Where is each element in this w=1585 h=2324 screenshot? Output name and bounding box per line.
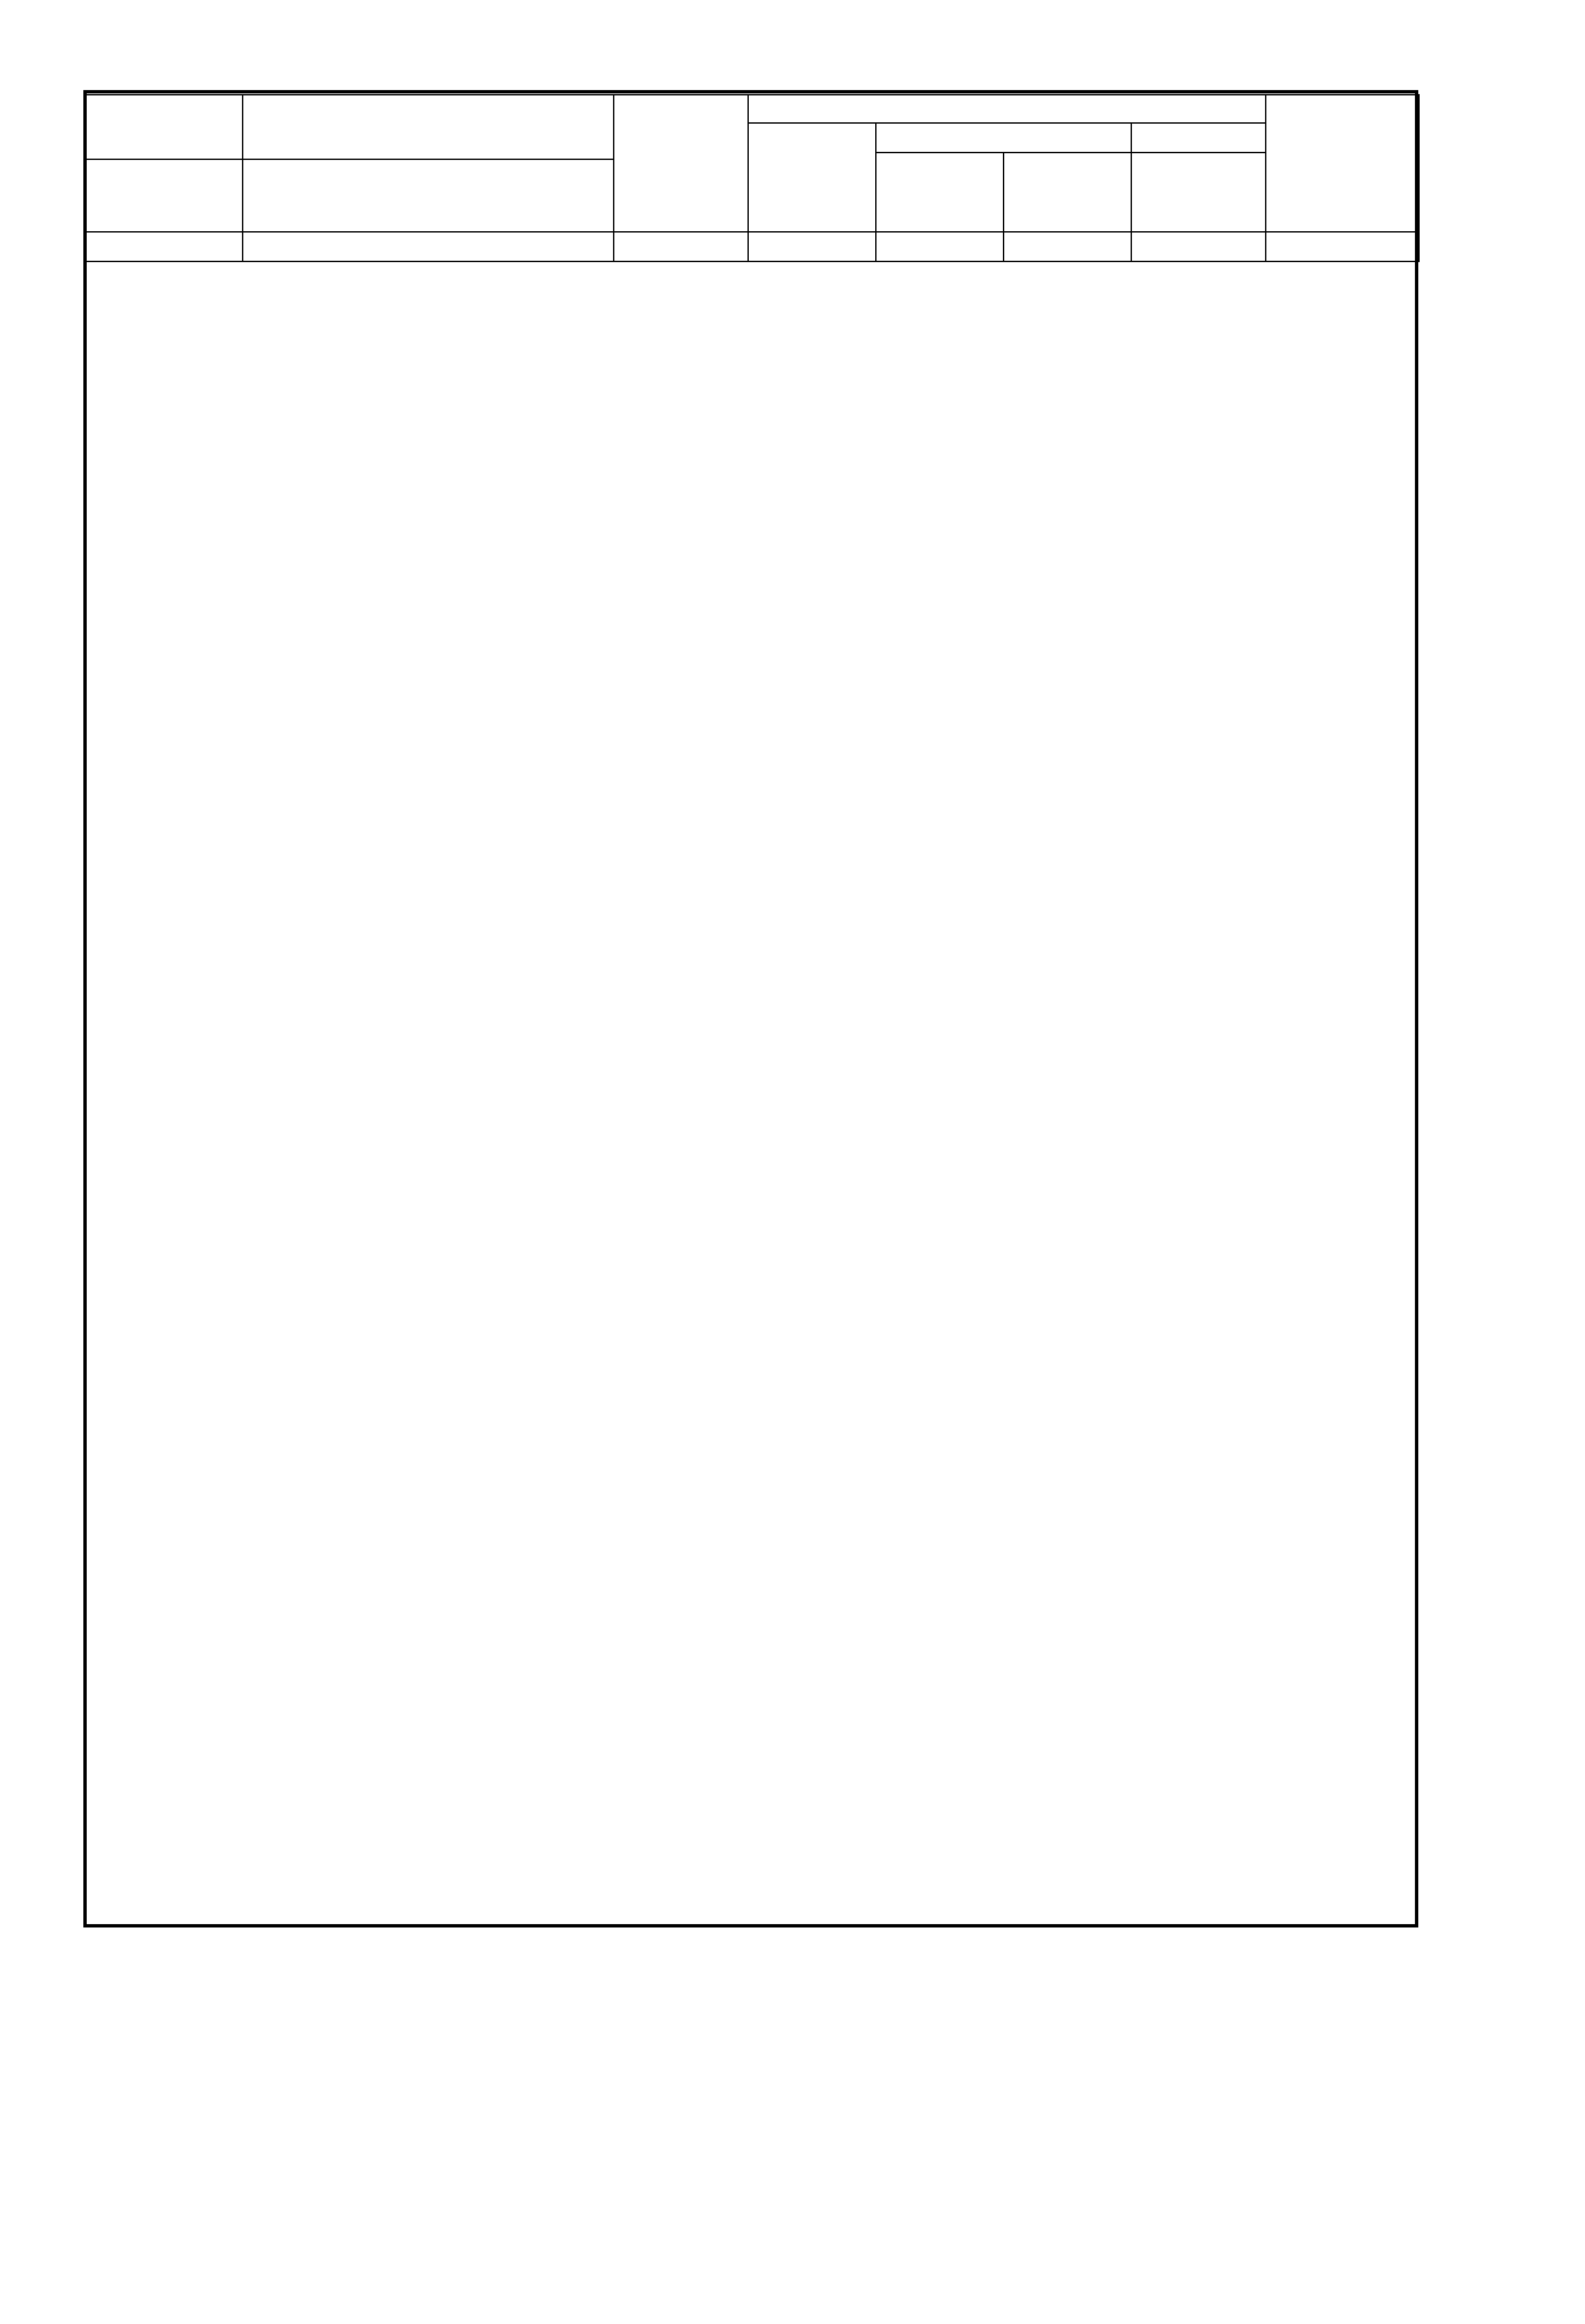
column-number — [876, 232, 1004, 261]
table-title — [97, 858, 1374, 891]
col-header-labor-costs — [1266, 95, 1419, 232]
col-header-direct-costs — [614, 95, 748, 232]
col-header-operator-pay — [1004, 153, 1131, 232]
col-header-materials — [1131, 123, 1266, 153]
column-number — [1004, 232, 1131, 261]
col-header-rate-numbers — [84, 95, 243, 159]
column-number — [1266, 232, 1419, 261]
col-header-machines-total — [876, 153, 1004, 232]
table-title — [97, 1351, 1374, 1384]
col-header-material-usage — [1131, 153, 1266, 232]
column-number — [1131, 232, 1266, 261]
col-header-including — [748, 95, 1266, 123]
table-title — [97, 362, 1374, 395]
col-header-worker-pay — [748, 123, 876, 232]
col-header-material-name — [243, 159, 614, 232]
column-number — [614, 232, 748, 261]
column-number — [84, 232, 243, 261]
col-header-machines — [876, 123, 1131, 153]
column-header-table — [83, 94, 1420, 262]
column-number — [748, 232, 876, 261]
column-number — [243, 232, 614, 261]
col-header-material-codes — [84, 159, 243, 232]
column-number-row — [84, 232, 1419, 261]
col-header-work-name — [243, 95, 614, 159]
